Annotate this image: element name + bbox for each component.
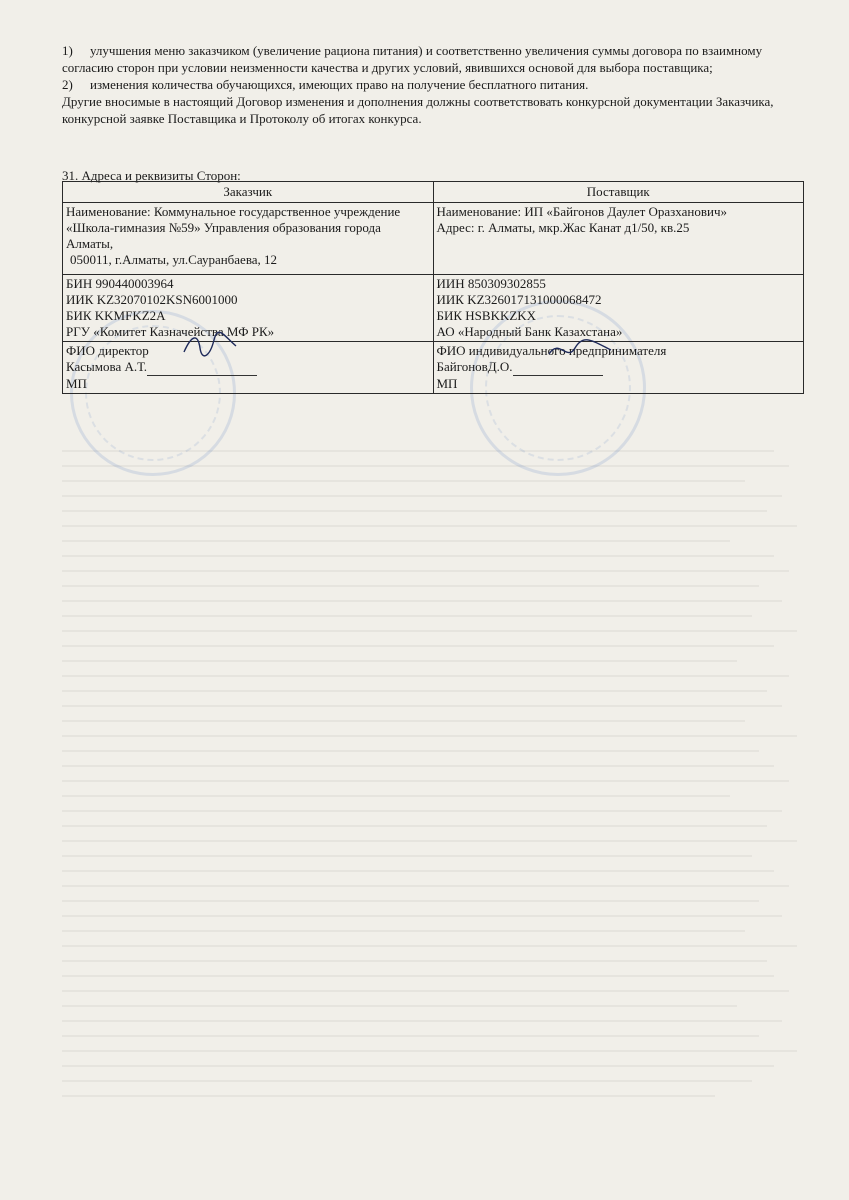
customer-address: 050011, г.Алматы, ул.Сауранбаева, 12 bbox=[70, 252, 278, 267]
supplier-bank: АО «Народный Банк Казахстана» bbox=[436, 324, 623, 339]
header-customer: Заказчик bbox=[63, 182, 434, 203]
supplier-iik: ИИК KZ326017131000068472 bbox=[436, 292, 602, 307]
supplier-name: Наименование: ИП «Байгонов Даулет Оразханович» bbox=[436, 204, 728, 219]
faded-back-page-text bbox=[62, 450, 804, 1130]
condition-item-2 bbox=[62, 76, 804, 93]
supplier-bank-cell bbox=[433, 275, 804, 342]
signature-underline bbox=[147, 359, 257, 376]
supplier-bik: БИК HSBKKZKX bbox=[436, 308, 537, 323]
item-number: 1) bbox=[62, 43, 73, 58]
customer-bank: РГУ «Комитет Казначейства МФ РК» bbox=[66, 324, 275, 339]
customer-sign-name: Касымова А.Т. bbox=[66, 359, 148, 374]
section-title: 31. Адреса и реквизиты Сторон: bbox=[62, 168, 241, 183]
item-number: 2) bbox=[62, 77, 73, 92]
customer-name: Наименование: Коммунальное государственное учреждение «Школа-гимназия №59» Управления образования города Алматы, bbox=[66, 204, 401, 251]
amendment-conditions bbox=[62, 42, 804, 127]
table-row-bank bbox=[63, 275, 804, 342]
header-supplier: Поставщик bbox=[433, 182, 804, 203]
supplier-sign-line bbox=[437, 359, 801, 376]
customer-sign-title: ФИО директор bbox=[66, 343, 149, 358]
supplier-address: Адрес: г. Алматы, мкр.Жас Канат д1/50, кв.25 bbox=[436, 220, 690, 235]
table-row-signature bbox=[63, 342, 804, 394]
customer-sign-line bbox=[66, 359, 430, 376]
item-text: улучшения меню заказчиком (увеличение рациона питания) и соответственно увеличения суммы договора по взаимному согласию сторон при условии неизменности качества и других условий, явившихся основой для выбора поставщика; bbox=[62, 43, 763, 75]
table-header-row bbox=[63, 182, 804, 203]
condition-item-1 bbox=[62, 42, 804, 76]
supplier-mp: МП bbox=[436, 376, 458, 391]
supplier-signature-cell bbox=[433, 342, 804, 394]
customer-bin: БИН 990440003964 bbox=[66, 276, 174, 291]
supplier-sign-title: ФИО индивидуального предпринимателя bbox=[436, 343, 667, 358]
supplier-sign-name: БайгоновД.О. bbox=[436, 359, 513, 374]
supplier-name-cell bbox=[433, 203, 804, 275]
customer-name-cell bbox=[63, 203, 434, 275]
closing-paragraph: Другие вносимые в настоящий Договор изменения и дополнения должны соответствовать конкурсной документации Заказчика, конкурсной заявке Поставщика и Протоколу об итогах конкурса. bbox=[62, 94, 774, 126]
customer-bik: БИК KKMFKZ2A bbox=[66, 308, 166, 323]
customer-mp: МП bbox=[66, 376, 87, 391]
table-row-name bbox=[63, 203, 804, 275]
supplier-signature-icon bbox=[545, 336, 615, 364]
requisites-table bbox=[62, 181, 804, 394]
supplier-iin: ИИН 850309302855 bbox=[436, 276, 546, 291]
item-text: изменения количества обучающихся, имеющих право на получение бесплатного питания. bbox=[90, 77, 589, 92]
customer-bank-cell bbox=[63, 275, 434, 342]
customer-signature-cell bbox=[63, 342, 434, 394]
customer-signature-icon bbox=[180, 330, 240, 360]
customer-iik: ИИК KZ32070102KSN6001000 bbox=[66, 292, 238, 307]
